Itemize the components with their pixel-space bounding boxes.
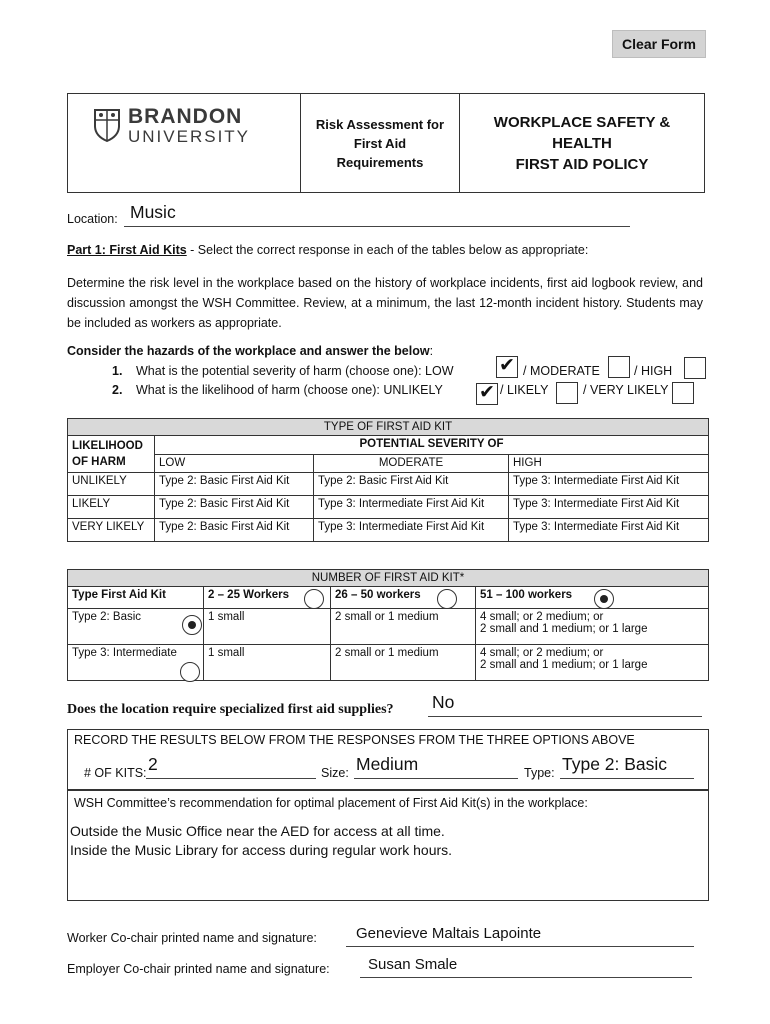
hazards-heading-text: Consider the hazards of the workplace and answer the below (67, 344, 430, 358)
document-title (460, 94, 704, 192)
kit-type-title: TYPE OF FIRST AID KIT (68, 419, 709, 436)
q1-moderate-label: / MODERATE (523, 364, 600, 378)
type-label: Type: (524, 766, 555, 780)
severity-header: POTENTIAL SEVERITY OF (155, 436, 709, 455)
severity-low-checkbox[interactable] (496, 356, 518, 378)
document-subject: Risk Assessment for First Aid Requirements (301, 94, 460, 192)
row-label: UNLIKELY (68, 473, 155, 496)
cell-line: 2 small and 1 medium; or 1 large (480, 659, 648, 671)
kit-number-title: NUMBER OF FIRST AID KIT* (68, 570, 709, 587)
specialized-answer: No (432, 692, 455, 712)
col-low: LOW (155, 454, 314, 473)
table-cell: Type 3: Intermediate First Aid Kit (509, 519, 709, 542)
table-cell: Type 3: Intermediate First Aid Kit (509, 473, 709, 496)
logo-line-2: UNIVERSITY (128, 127, 251, 146)
recommendation-heading: WSH Committee’s recommendation for optimal placement of First Aid Kit(s) in the workplace: (74, 796, 588, 810)
table-cell: Type 2: Basic First Aid Kit (155, 473, 314, 496)
q1-high-label: / HIGH (634, 364, 673, 378)
hazards-colon: : (429, 344, 434, 358)
kits-value: 2 (148, 754, 158, 774)
q1-number: 1. (112, 364, 123, 378)
row-label: Type 3: Intermediate (68, 645, 204, 681)
workers-26-50-radio[interactable] (437, 589, 457, 609)
type2-basic-radio[interactable] (182, 615, 202, 635)
col-2-25: 2 – 25 Workers (204, 587, 331, 609)
table-cell: 2 small or 1 medium (331, 609, 476, 645)
title-line-1: WORKPLACE SAFETY & (493, 113, 671, 131)
specialized-answer-field[interactable] (428, 692, 702, 717)
likelihood-unlikely-checkbox[interactable] (476, 383, 498, 405)
kit-number-table (67, 569, 709, 681)
table-cell: Type 2: Basic First Aid Kit (155, 519, 314, 542)
intro-paragraph: Determine the risk level in the workplace based on the history of workplace incidents, first aid logbook review, and discussion amongst the WSH Committee. Review, at a minimum, the last 12-month incident history. Students may be included as workers as appropriate. (67, 276, 703, 330)
clear-form-button[interactable]: Clear Form (612, 30, 706, 58)
q2-likely-label: / LIKELY (500, 383, 549, 397)
cell-line: 4 small; or 2 medium; or (480, 647, 604, 659)
part1-instruction: - Select the correct response in each of the tables below as appropriate: (186, 243, 589, 257)
col-high: HIGH (509, 454, 709, 473)
recommendation-textarea[interactable] (70, 822, 452, 860)
type-value: Type 2: Basic (562, 754, 668, 774)
cell-line: 4 small; or 2 medium; or (480, 611, 604, 623)
check-mark-icon: ✔ (499, 355, 515, 376)
results-box (67, 729, 709, 791)
table-cell (476, 645, 709, 681)
check-mark-icon: ✔ (479, 382, 495, 403)
table-cell: Type 3: Intermediate First Aid Kit (314, 519, 509, 542)
kits-field[interactable] (146, 754, 316, 779)
employer-signature-label: Employer Co-chair printed name and signature: (67, 962, 330, 976)
form-header (67, 93, 705, 193)
col-type: Type First Aid Kit (68, 587, 204, 609)
q2-very-likely-label: / VERY LIKELY (583, 383, 669, 397)
table-cell: 1 small (204, 645, 331, 681)
table-cell: Type 2: Basic First Aid Kit (314, 473, 509, 496)
university-logo-text (128, 106, 250, 146)
type3-intermediate-radio[interactable] (180, 662, 200, 682)
location-value: Music (130, 202, 176, 222)
workers-2-25-radio[interactable] (304, 589, 324, 609)
employer-signature-field[interactable] (360, 953, 692, 978)
university-crest-icon (92, 108, 122, 142)
results-heading: RECORD THE RESULTS BELOW FROM THE RESPONSES FROM THE THREE OPTIONS ABOVE (74, 733, 635, 747)
q2-text: What is the likelihood of harm (choose one): UNLIKELY (136, 383, 443, 397)
worker-signature-label: Worker Co-chair printed name and signature: (67, 931, 317, 945)
likelihood-likely-checkbox[interactable] (556, 382, 578, 404)
row-label: Type 2: Basic (68, 609, 204, 645)
specialized-question: Does the location require specialized first aid supplies? (67, 702, 394, 717)
size-value: Medium (356, 754, 419, 774)
logo-cell (68, 94, 301, 192)
table-cell: Type 2: Basic First Aid Kit (155, 496, 314, 519)
type-field[interactable] (560, 754, 694, 779)
table-cell: Type 3: Intermediate First Aid Kit (509, 496, 709, 519)
hazards-heading (67, 344, 433, 358)
col-26-50: 26 – 50 workers (331, 587, 476, 609)
logo-line-1: BRANDON (128, 105, 243, 128)
row-label: LIKELY (68, 496, 155, 519)
table-cell (476, 609, 709, 645)
severity-high-checkbox[interactable] (684, 357, 706, 379)
location-field[interactable] (124, 202, 630, 227)
part1-title: Part 1: First Aid Kits (67, 243, 187, 257)
recommendation-line: Inside the Music Library for access during regular work hours. (70, 842, 453, 858)
q2-number: 2. (112, 383, 123, 397)
title-line-2: HEALTH (552, 134, 612, 152)
col-moderate: MODERATE (314, 454, 509, 473)
location-label: Location: (67, 212, 118, 226)
kits-label: # OF KITS: (84, 766, 147, 780)
employer-signature-value: Susan Smale (368, 956, 458, 973)
worker-signature-field[interactable] (346, 922, 694, 947)
worker-signature-value: Genevieve Maltais Lapointe (356, 925, 542, 942)
likelihood-very-likely-checkbox[interactable] (672, 382, 694, 404)
col-51-100: 51 – 100 workers (476, 587, 709, 609)
kit-type-table (67, 418, 709, 542)
row-label: VERY LIKELY (68, 519, 155, 542)
title-line-3: FIRST AID POLICY (515, 155, 649, 173)
table-cell: Type 3: Intermediate First Aid Kit (314, 496, 509, 519)
table-cell: 1 small (204, 609, 331, 645)
size-field[interactable] (354, 754, 518, 779)
cell-line: 2 small and 1 medium; or 1 large (480, 623, 648, 635)
likelihood-header: LIKELIHOOD OF HARM (68, 436, 155, 473)
recommendation-box (67, 789, 709, 901)
q1-text: What is the potential severity of harm (choose one): LOW (136, 364, 454, 378)
recommendation-line: Outside the Music Office near the AED for access at all time. (70, 823, 445, 839)
part1-heading (67, 243, 588, 257)
severity-moderate-checkbox[interactable] (608, 356, 630, 378)
table-cell: 2 small or 1 medium (331, 645, 476, 681)
size-label: Size: (321, 766, 349, 780)
workers-51-100-radio[interactable] (594, 589, 614, 609)
